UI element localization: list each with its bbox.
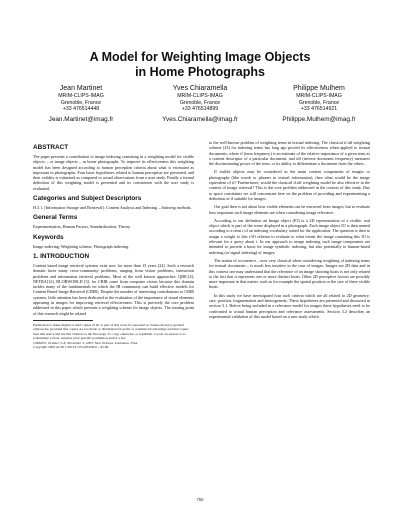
author-name: Jean Martinet: [59, 85, 103, 92]
categories-code: H.3.1. [Information Storage and Retrieval]: Content Analysis and Indexing –: [33, 205, 161, 211]
title-line-1: A Model for Weighting Image Objects: [89, 50, 311, 64]
paragraph: According to our definition an Image object (IO) is a 2D representation of a visible, real object which is part of the scene displayed in a photograph. Each image object IO is then named according to a term t of an indexing vocabulary suited for the application. The question is then to assign a weight to this t-IO relation to evaluate to what extent the image containing this IO is relevant for a query about t. In our approach to image indexing such image components are intended to provide a basis for image symbolic indexing, but also potentially to human-based indexing (or signal indexing) of images.: [209, 217, 370, 255]
author-city: Grenoble, France: [60, 99, 102, 106]
categories-text: [33, 205, 194, 210]
terms-heading: General Terms: [33, 214, 78, 222]
conference-footnote: CIKM'03, October 3–8, November 3, 2003, New Orleans, Louisiana, USA.: [33, 340, 138, 345]
categories-italic: Indexing methods.: [161, 205, 192, 211]
author-email: Jean.Martinet@imag.fr: [48, 115, 114, 123]
author-3: [260, 84, 378, 124]
title-line-2: in Home Photographs: [135, 65, 265, 79]
author-phone: +33 476514448: [62, 106, 100, 113]
author-city: Grenoble, France: [298, 99, 340, 106]
paper-title: [0, 50, 400, 80]
paragraph: to the well-known problem of weighting terms in textual indexing. The classical tf.idf weighting scheme [23] for indexing terms has long ago proved its effectiveness when applied to textual documents, where tf (term frequency) is an estimate of the relative importance of a given term as a content descriptor of a particular document, and idf (inverse document frequency) measures the discriminating power of the term, or its ability to differentiate a document from the others.: [209, 140, 370, 167]
author-name: Yves Chiaramella: [172, 85, 228, 92]
copyright-footnote: Copyright 2003 ACM 1-58113-723-0/03/0011...$5.00.: [33, 344, 110, 349]
author-lab: MRIM-CLIPS-IMAG: [58, 93, 104, 99]
introduction-heading: 1. INTRODUCTION: [33, 252, 90, 260]
author-2: [141, 84, 259, 124]
author-lab: MRIM-CLIPS-IMAG: [296, 93, 342, 99]
author-phone: +33 476514899: [181, 106, 219, 113]
keywords-heading: Keywords: [33, 233, 64, 241]
keywords-text: Image indexing, Weighting scheme, Photograph indexing.: [33, 243, 130, 249]
abstract-text: The paper presents a contribution to image indexing consisting in a weighting model for visible objects – or image objects – in home photographs. To improve its effectiveness this weighting model has been designed according to human perception criteria about what is estimated as important in photographs. Four basic hypotheses related to human perception are presented, and their validity is estimated as compared to actual observations from a user study. Finally a formal definition of this weighting model is presented and its consistence with the user study is evaluated.: [33, 154, 194, 191]
author-phone: +33 476514921: [300, 106, 338, 113]
author-1: [22, 84, 140, 124]
permission-footnote: Permission to make digital or hard copies of all or part of this work for personal or classroom use is granted without fee provided that copies are not made or distributed for profit or commercial advantage and that copies bear this notice and the full citation on the first page. To copy otherwise, or republish, to post on servers or to redistribute to lists, requires prior specific permission and/or a fee.: [33, 322, 189, 341]
introduction-text: Content based image retrieval systems exist now for more than 15 years [24]. Such a research domain faces many cross-community problems, ranging from vision problems, interaction problems and information retrieval problems. Most of the well known approaches: QBIC[4], NETRA[12], BLOBWORLD [3]: for CBIR come from computer vision, because this domain tackles many of the fundamentals on which the IR community can build effective models for Content Based Image Retrieval (CBIR). Despite the number of interesting contributions to CBIR systems, little attention has been dedicated to the evaluation of the importance of visual elements appearing in images for improving retrieval effectiveness. This is precisely the core problem addressed in this paper which presents a weighting scheme for image objects. The starting point of this research might be related: [33, 262, 194, 316]
author-lab: MRIM-CLIPS-IMAG: [177, 93, 223, 99]
page-number: 760: [196, 497, 204, 502]
author-email: Yves.Chiaramella@imag.fr: [162, 115, 238, 123]
author-city: Grenoble, France: [179, 99, 221, 106]
author-email: Philippe.Mulhem@imag.fr: [282, 115, 356, 123]
author-block: [22, 84, 378, 124]
paragraph: In this study we have investigated four such criteria which are all related to 2D geometry: size, position, fragmentation and heterogeneity. These hypotheses are presented and discussed in section 3.1. Before being included in a relevance model for images these hypotheses need to be confronted to actual human perception and relevance assessments. Section 3.2 describes an experimental validation of this model based on a user study which: [209, 292, 370, 319]
right-column: [209, 140, 370, 480]
paragraph: The notion of occurrence – now very classical when considering weighting of indexing terms for textual documents – is much less intuitive in the case of images. Images are 2D data and in this context one may understand that the relevance of an image showing boats is not only related to the fact that it represents one or more distinct boats. Other 2D perceptive factors are possibly more important in that matter, such as for example the spatial position or the size of these visible boats.: [209, 257, 370, 290]
terms-text: Experimentation, Human Factors, Standardization, Theory.: [33, 224, 131, 230]
left-column: [33, 140, 194, 490]
abstract-heading: ABSTRACT: [33, 144, 69, 151]
footnote-divider: [33, 320, 93, 321]
categories-heading: Categories and Subject Descriptors: [33, 195, 142, 203]
author-name: Philippe Mulhem: [293, 85, 345, 92]
paragraph: Our goal then is not about how visible elements can be extracted from images, but to evaluate how important such image elements are when considering image relevance.: [209, 204, 370, 215]
paragraph: If visible objects may be considered as the main content components of images or photographs (like words or phrases in textual information), then what would be the image equivalent of tf? Furthermore, would the classical tf.idf weighting model be also effective in the context of image retrieval? This is the core problem addressed in the context of this study. Due to space constraints we will concentrate here on the problem of providing and experimenting a definition of tf suitable for images.: [209, 169, 370, 201]
